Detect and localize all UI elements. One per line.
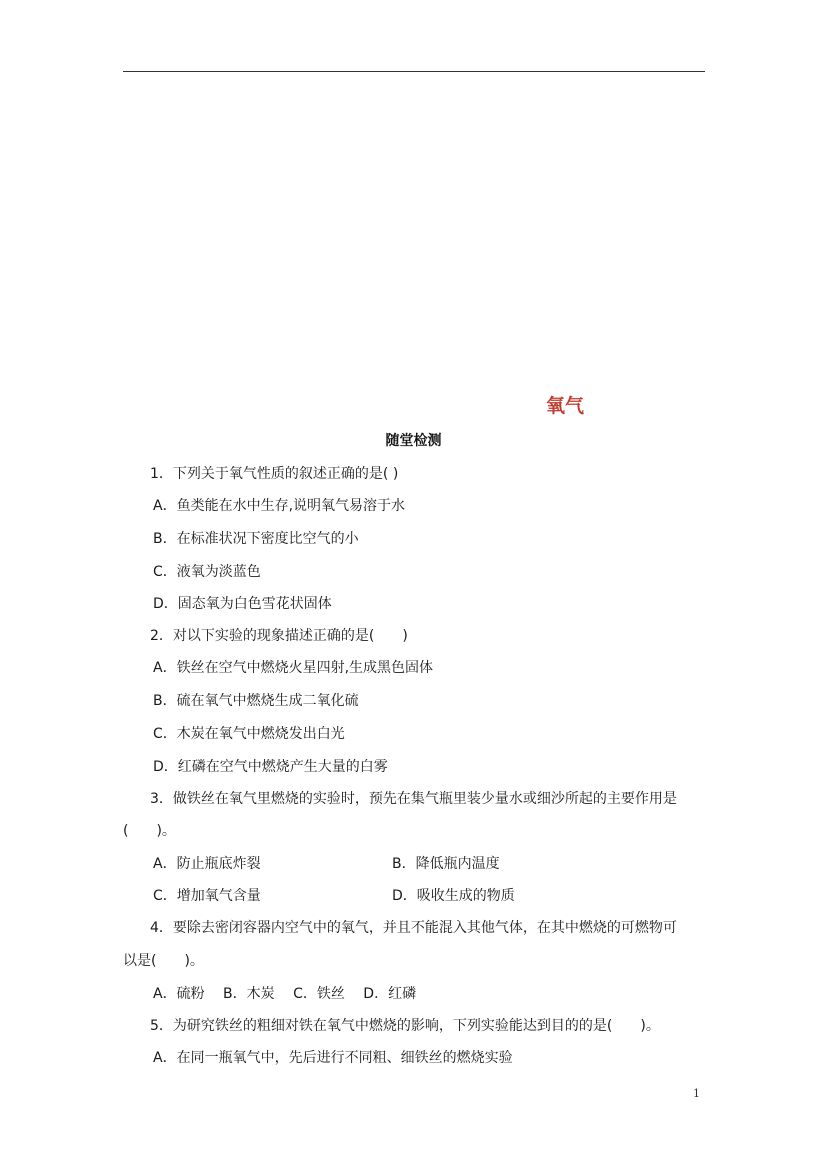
header-rule [123, 71, 705, 72]
question-4-stem-line-1: 4．要除去密闭容器内空气中的氧气，并且不能混入其他气体，在其中燃烧的可燃物可 [150, 920, 677, 936]
document-title: 氧气 [545, 395, 584, 417]
question-1-stem: 1．下列关于氧气性质的叙述正确的是( ) [150, 466, 399, 482]
question-5-option-a: A．在同一瓶氧气中，先后进行不同粗、细铁丝的燃烧实验 [153, 1050, 513, 1066]
question-2-option-a: A．铁丝在空气中燃烧火星四射,生成黑色固体 [153, 660, 434, 676]
question-2-option-d: D．红磷在空气中燃烧产生大量的白雾 [153, 759, 388, 775]
question-2-stem: 2．对以下实验的现象描述正确的是( ) [150, 628, 408, 644]
question-3-option-b: B．降低瓶内温度 [392, 856, 500, 872]
question-1-option-b: B．在标准状况下密度比空气的小 [153, 531, 359, 547]
question-1-option-c: C．液氧为淡蓝色 [153, 564, 261, 580]
question-4-stem-line-2: 以是( )。 [123, 953, 204, 969]
question-4-options: A．硫粉 B．木炭 C．铁丝 D．红磷 [153, 986, 417, 1002]
page-number: 1 [693, 1087, 700, 1100]
question-3-option-c: C．增加氧气含量 [153, 888, 261, 904]
question-1-option-a: A．鱼类能在水中生存,说明氧气易溶于水 [153, 498, 406, 514]
question-2-option-b: B．硫在氧气中燃烧生成二氧化硫 [153, 693, 359, 709]
question-5-stem: 5．为研究铁丝的粗细对铁在氧气中燃烧的影响，下列实验能达到目的的是( )。 [150, 1018, 660, 1034]
question-3-option-d: D．吸收生成的物质 [392, 888, 515, 904]
question-3-stem-line-1: 3．做铁丝在氧气里燃烧的实验时，预先在集气瓶里装少量水或细沙所起的主要作用是 [150, 791, 677, 807]
question-3-stem-line-2: ( )。 [123, 823, 176, 839]
question-2-option-c: C．木炭在氧气中燃烧发出白光 [153, 726, 345, 742]
question-3-option-a: A．防止瓶底炸裂 [153, 856, 261, 872]
question-1-option-d: D．固态氧为白色雪花状固体 [153, 596, 332, 612]
section-title: 随堂检测 [385, 433, 442, 449]
